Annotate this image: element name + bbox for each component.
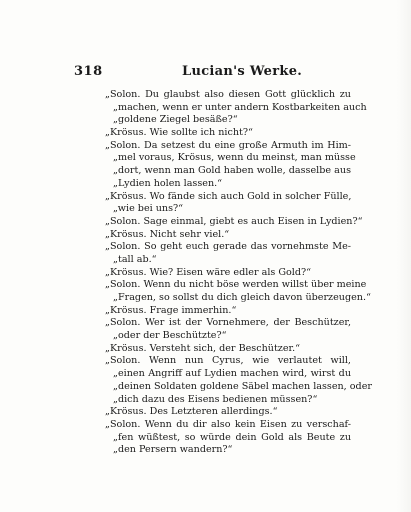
text-line: „Krösus. Wie sollte ich nicht?“	[105, 127, 253, 139]
text-line: „deinen Soldaten goldene Säbel machen lassen, oder	[113, 380, 372, 392]
text-line: „Solon. So geht euch gerade das vornehmste Me-	[105, 241, 351, 253]
text-line: „Krösus. Nicht sehr viel.“	[105, 228, 230, 240]
text-line: „fen wüßtest, so würde dein Gold als Beute zu	[113, 431, 351, 443]
dialogue-text	[105, 89, 372, 457]
text-line: „wie bei uns?“	[113, 203, 184, 215]
text-line: „dort, wenn man Gold haben wolle, dasselbe aus	[113, 165, 351, 177]
text-line: „goldene Ziegel besäße?“	[113, 114, 238, 126]
running-title: Lucian's Werke.	[182, 64, 303, 79]
page-number: 318	[74, 64, 103, 79]
text-line: „Solon. Du glaubst also diesen Gott glücklich zu	[105, 89, 351, 100]
text-line: „Solon. Wenn du nicht böse werden willst über meine	[105, 279, 367, 291]
text-line: „den Persern wandern?“	[113, 444, 233, 456]
text-line: „Lydien holen lassen.“	[113, 177, 223, 189]
text-line: „Solon. Wenn nun Cyrus, wie verlautet will,	[105, 355, 351, 367]
text-line: „Fragen, so sollst du dich gleich davon überzeugen.“	[113, 292, 371, 303]
text-line: „Krösus. Frage immerhin.“	[105, 304, 237, 316]
text-line: „Solon. Wer ist der Vornehmere, der Beschützer,	[105, 317, 351, 329]
text-line: „oder der Beschützte?“	[113, 330, 227, 342]
text-line: „machen, wenn er unter andern Kostbarkeiten auch	[113, 101, 367, 113]
text-line: „Krösus. Versteht sich, der Beschützer.“	[105, 342, 301, 354]
page-edge-shading	[397, 0, 411, 512]
text-line: „Solon. Wenn du dir also kein Eisen zu verschaf-	[105, 418, 351, 430]
text-line: „Solon. Da setzest du eine große Armuth im Him-	[105, 139, 351, 151]
text-line: „tall ab.“	[113, 253, 157, 265]
text-line: „dich dazu des Eisens bedienen müssen?“	[113, 393, 318, 405]
page-header	[74, 64, 344, 84]
text-line: „Krösus. Wie? Eisen wäre edler als Gold?“	[105, 266, 312, 278]
text-line: „Krösus. Des Letzteren allerdings.“	[105, 406, 278, 418]
text-line: „Solon. Sage einmal, giebt es auch Eisen in Lydien?“	[105, 215, 363, 227]
text-line: „mel voraus, Krösus, wenn du meinst, man müsse	[113, 152, 356, 164]
text-line: „einen Angriff auf Lydien machen wird, wirst du	[113, 368, 351, 380]
text-line: „Krösus. Wo fände sich auch Gold in solcher Fülle,	[105, 190, 352, 202]
